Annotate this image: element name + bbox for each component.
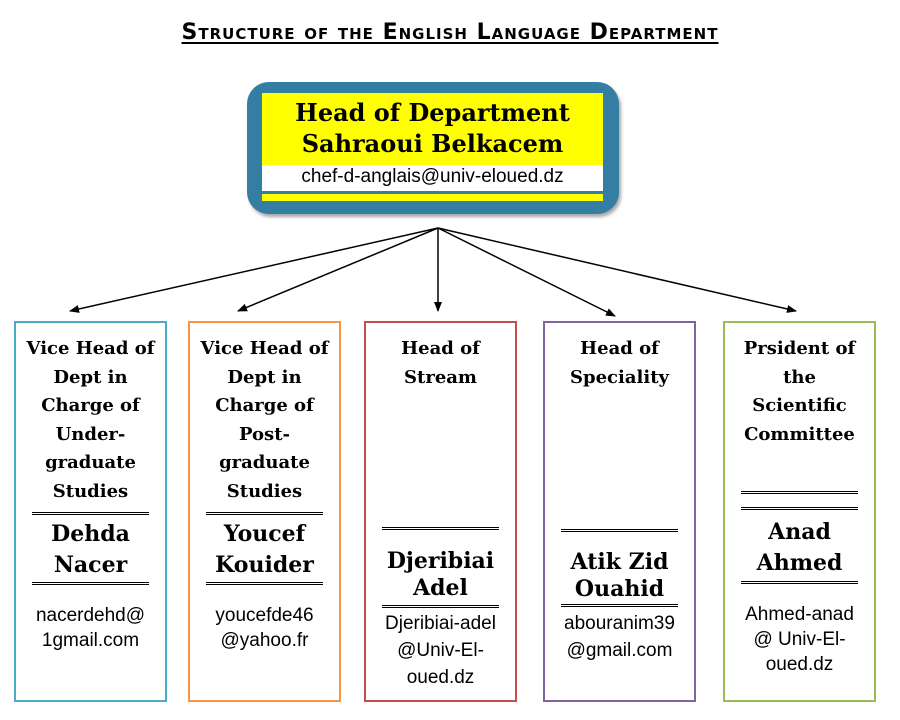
arrow-to-committee-president — [438, 228, 796, 311]
person-name: Djeribiai Adel — [386, 548, 495, 601]
person-name: Atik Zid Ouahid — [570, 549, 669, 602]
head-name: Sahraoui Belkacem — [301, 129, 564, 158]
divider — [32, 582, 149, 585]
role-title: Vice Head of Dept in Charge of Under- graduate Studies — [26, 338, 155, 502]
head-of-speciality-box — [538, 316, 701, 707]
arrow-to-postgraduate-vice-head — [238, 228, 438, 311]
box-frame — [543, 321, 696, 702]
divider — [382, 605, 499, 608]
arrow-to-head-of-speciality — [438, 228, 615, 316]
person-name: Youcef Kouider — [215, 521, 314, 578]
head-role: Head of Department — [295, 98, 570, 127]
divider — [382, 527, 499, 530]
email-address: youcefde46 @yahoo.fr — [215, 605, 314, 651]
head-of-department-box — [247, 82, 619, 214]
role-title: Head of Speciality — [570, 338, 669, 388]
box-frame — [364, 321, 517, 702]
role-title: Vice Head of Dept in Charge of Post- graduate Studies — [200, 338, 329, 502]
divider — [561, 604, 678, 607]
undergraduate-vice-head-box — [9, 316, 172, 707]
email-address: abouranim39 @gmail.com — [564, 613, 675, 661]
diagram-title: Structure of the English Language Department — [181, 20, 719, 45]
divider — [206, 582, 323, 585]
role-title: Prsident of the Scientific Committee — [743, 338, 856, 445]
divider — [741, 507, 858, 510]
divider — [206, 512, 323, 515]
email-address: Ahmed-anad @ Univ-El- oued.dz — [745, 604, 854, 675]
head-email: chef-d-anglais@univ-eloued.dz — [262, 165, 603, 191]
head-highlight — [262, 93, 603, 165]
arrow-to-undergraduate-vice-head — [70, 228, 438, 311]
box-frame — [14, 321, 167, 702]
email-address: Djeribiai-adel @Univ-El- oued.dz — [385, 613, 496, 688]
head-bottom-bar — [262, 194, 603, 201]
divider — [561, 529, 678, 532]
divider — [32, 512, 149, 515]
role-title: Head of Stream — [401, 338, 480, 388]
divider — [741, 581, 858, 584]
box-frame — [188, 321, 341, 702]
divider — [741, 491, 858, 494]
person-name: Anad Ahmed — [756, 519, 843, 576]
person-name: Dehda Nacer — [51, 521, 130, 578]
box-frame — [723, 321, 876, 702]
head-of-stream-box — [359, 316, 522, 707]
scientific-committee-president-box — [718, 316, 881, 707]
email-address: nacerdehd@ 1gmail.com — [35, 605, 146, 651]
postgraduate-vice-head-box — [183, 316, 346, 707]
